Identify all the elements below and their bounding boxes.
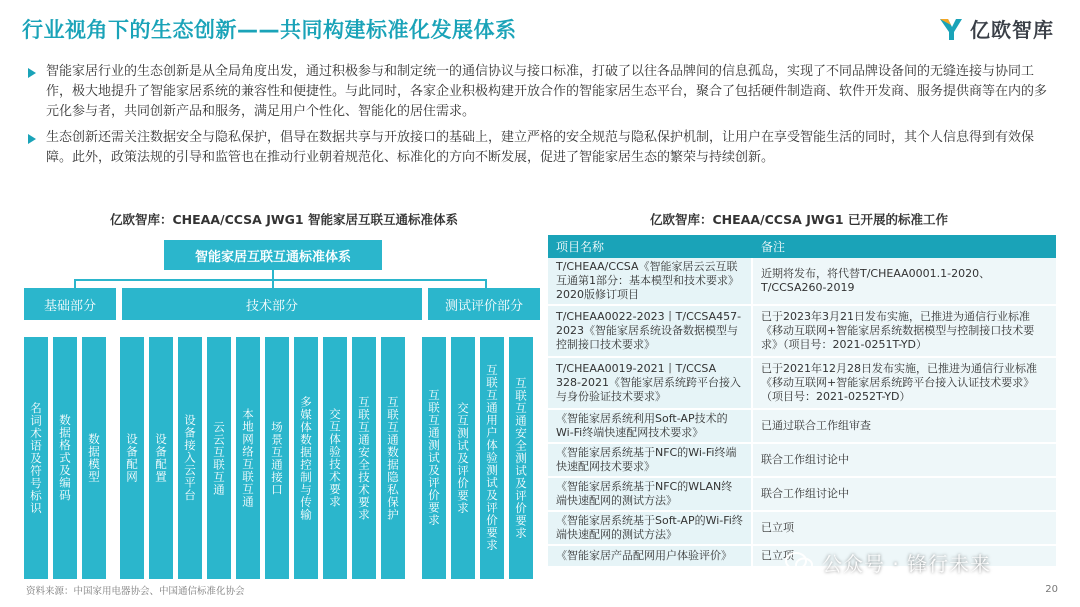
leaf-device-provisioning: 设备配网	[120, 337, 144, 579]
bullet-item	[28, 62, 1058, 122]
cell-project: 《智能家居系统基于NFC的WLAN终端快速配网的测试方法》	[548, 478, 753, 512]
watermark	[784, 548, 991, 577]
standards-diagram	[22, 236, 542, 586]
cell-remark: 已于2023年3月21日发布实施，已推进为通信行业标准《移动互联网+智能家居系统数据模型与控制接口技术要求》（项目号：2021-0251T-YD）	[753, 306, 1056, 358]
page-number: 20	[1045, 584, 1058, 595]
cell-project: T/CHEAA0022-2023丨T/CCSA457-2023《智能家居系统设备数据模型与控制接口技术要求》	[548, 306, 753, 358]
cell-remark: 已立项	[753, 512, 1056, 546]
diagram-title: 亿欧智库：CHEAA/CCSA JWG1 智能家居互联互通标准体系	[110, 212, 458, 227]
triangle-bullet-icon	[28, 68, 36, 78]
leaf-ux-test: 互联互通用户体验测试及评价要求	[480, 337, 504, 579]
leaf-interaction-test: 交互测试及评价要求	[451, 337, 475, 579]
leaf-cloud-interop: 云云互联互通	[207, 337, 231, 579]
cell-remark: 联合工作组讨论中	[753, 478, 1056, 512]
category-basic: 基础部分	[24, 288, 116, 320]
leaf-scene-interface: 场景互通接口	[265, 337, 289, 579]
logo	[938, 14, 1054, 43]
cell-project: 《智能家居产品配网用户体验评价》	[548, 546, 753, 568]
source-note: 资料来源：中国家用电器协会、中国通信标准化协会	[26, 586, 245, 597]
leaf-cloud-access: 设备接入云平台	[178, 337, 202, 579]
leaf-privacy: 互联互通数据隐私保护	[381, 337, 405, 579]
triangle-bullet-icon	[28, 134, 36, 144]
leaf-interaction: 交互体验技术要求	[323, 337, 347, 579]
leaf-security: 互联互通安全技术要求	[352, 337, 376, 579]
cell-project: T/CHEAA/CCSA《智能家居云云互联互通第1部分：基本模型和技术要求》2020版修订项目	[548, 258, 753, 306]
table-header-row	[548, 235, 1056, 258]
cell-remark: 联合工作组讨论中	[753, 444, 1056, 478]
category-testing: 测试评价部分	[428, 288, 540, 320]
category-technical: 技术部分	[122, 288, 422, 320]
logo-text: 亿欧智库	[970, 18, 1054, 42]
column-header-remark: 备注	[753, 235, 1056, 258]
diagram-root-box: 智能家居互联互通标准体系	[164, 240, 382, 270]
cell-remark: 已于2021年12月28日发布实施，已推进为通信行业标准《移动互联网+智能家居系统跨平台接入认证技术要求》（项目号：2021-0252T-YD）	[753, 358, 1056, 410]
watermark-text: 公众号 · 锋行未来	[822, 552, 992, 576]
table-title: 亿欧智库：CHEAA/CCSA JWG1 已开展的标准工作	[650, 212, 948, 227]
column-header-project: 项目名称	[548, 235, 753, 258]
leaf-device-config: 设备配置	[149, 337, 173, 579]
cell-project: T/CHEAA0019-2021丨T/CCSA 328-2021《智能家居系统跨平台接入与身份验证技术要求》	[548, 358, 753, 410]
cell-remark: 已通过联合工作组审查	[753, 410, 1056, 444]
table-row	[548, 410, 1056, 444]
table-row	[548, 306, 1056, 358]
leaf-data-format: 数据格式及编码	[53, 337, 77, 579]
leaf-local-network: 本地网络互联互通	[236, 337, 260, 579]
table-row	[548, 512, 1056, 546]
bullet-text: 智能家居行业的生态创新是从全局角度出发，通过积极参与和制定统一的通信协议与接口标准，打破了以往各品牌间的信息孤岛，实现了不同品牌设备间的无缝连接与协同工作，极大地提升了智能家居系统的兼容性和便捷性。与此同时，各家企业积极构建开放合作的智能家居生态平台，聚合了包括硬件制造商、软件开发商、服务提供商等在内的多元化参与者，共同创新产品和服务，满足用户个性化、智能化的居住需求。	[46, 64, 1048, 119]
leaf-data-model: 数据模型	[82, 337, 106, 579]
leaf-terms: 名词术语及符号标识	[24, 337, 48, 579]
bullet-text: 生态创新还需关注数据安全与隐私保护，倡导在数据共享与开放接口的基础上，建立严格的安全规范与隐私保护机制，让用户在享受智能生活的同时，其个人信息得到有效保障。此外，政策法规的引导和监管也在推动行业朝着规范化、标准化的方向不断发展，促进了智能家居生态的繁荣与持续创新。	[46, 130, 1035, 165]
page-title: 行业视角下的生态创新——共同构建标准化发展体系	[22, 18, 517, 42]
logo-icon	[938, 16, 964, 42]
leaf-security-test: 互联互通安全测试及评价要求	[509, 337, 533, 579]
leaf-multimedia: 多媒体数据控制与传输	[294, 337, 318, 579]
bullet-list	[28, 62, 1058, 174]
cell-project: 《智能家居系统利用Soft-AP技术的Wi-Fi终端快速配网技术要求》	[548, 410, 753, 444]
cell-remark: 已立项	[753, 546, 1056, 568]
bullet-item	[28, 128, 1058, 168]
standards-table	[548, 235, 1056, 568]
table-row	[548, 258, 1056, 306]
table-row	[548, 478, 1056, 512]
table-row	[548, 358, 1056, 410]
cell-project: 《智能家居系统基于NFC的Wi-Fi终端快速配网技术要求》	[548, 444, 753, 478]
cell-remark: 近期将发布，将代替T/CHEAA0001.1-2020、T/CCSA260-2019	[753, 258, 1056, 306]
cell-project: 《智能家居系统基于Soft-AP的Wi-Fi终端快速配网的测试方法》	[548, 512, 753, 546]
table-row	[548, 444, 1056, 478]
leaf-interop-test: 互联互通测试及评价要求	[422, 337, 446, 579]
wechat-icon	[784, 551, 814, 575]
